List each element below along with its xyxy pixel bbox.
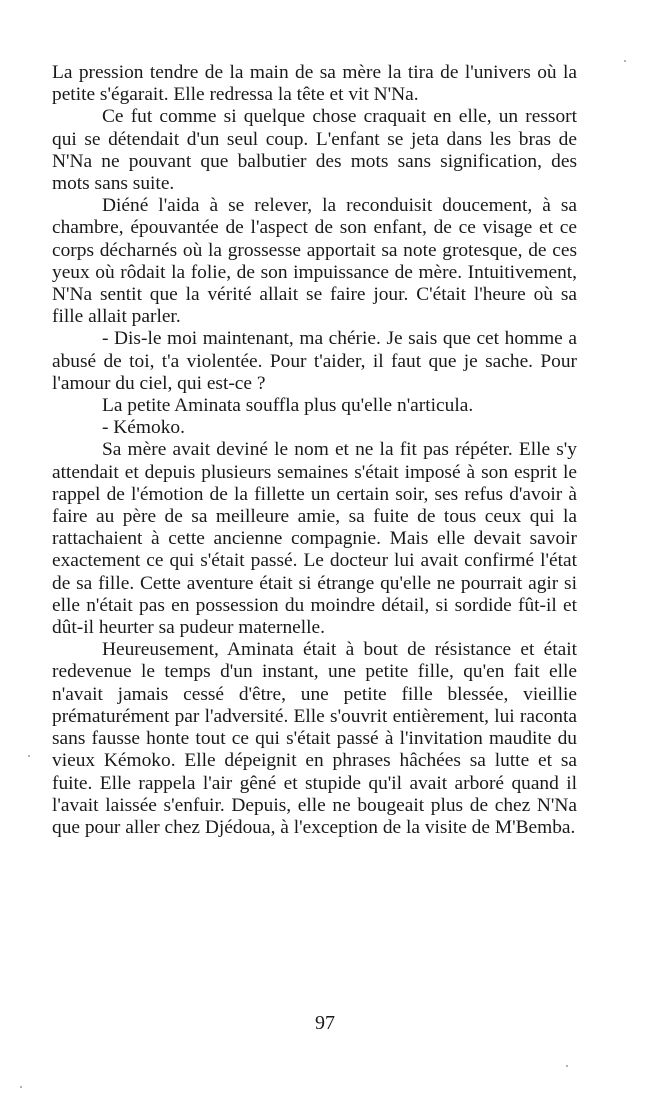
paragraph-8: Heureusement, Aminata était à bout de résistance et était redevenue le temps d'un instant, une petite fille, qu'en fait elle n'avait jamais cessé d'être, une petite fille blessée, vieillie prématurément par l'adversité. Elle s'ouvrit entièrement, lui raconta sans fausse honte tout ce qui s'était passé à l'invitation maudite du vieux Kémoko. Elle dépeignit en phrases hâchées sa lutte et sa fuite. Elle rappela l'air gêné et stupide qu'il avait arboré quand il l'avait laissée s'enfuir. Depuis, elle ne bougeait plus de chez N'Na que pour aller chez Djédoua, à l'exception de la visite de M'Bemba. <box>52 639 577 838</box>
scan-speck <box>624 60 626 62</box>
paragraph-1: La pression tendre de la main de sa mère la tira de l'univers où la petite s'égarait. Elle redressa la tête et vit N'Na. <box>52 62 577 106</box>
paragraph-4-dialogue: - Dis-le moi maintenant, ma chérie. Je sais que cet homme a abusé de toi, t'a violentée. Pour t'aider, il faut que je sache. Pour l'amour du ciel, qui est-ce ? <box>52 328 577 394</box>
text-body <box>52 62 577 839</box>
paragraph-6-dialogue: - Kémoko. <box>102 417 185 439</box>
scan-speck <box>566 1065 568 1067</box>
paragraph-7: Sa mère avait deviné le nom et ne la fit pas répéter. Elle s'y attendait et depuis plusieurs semaines s'était imposé à son esprit le rappel de l'émotion de la fillette un certain soir, ses refus d'avoir à faire au père de sa meilleure amie, sa fuite de tous ceux qui la rattachaient à cette ancienne compagnie. Mais elle devait savoir exactement ce qui s'était passé. Le docteur lui avait confirmé l'état de sa fille. Cette aventure était si étrange qu'elle ne pourrait agir si elle n'était pas en possession du moindre détail, si sordide fût-il et dût-il heurter sa pudeur maternelle. <box>52 439 577 639</box>
paragraph-2: Ce fut comme si quelque chose craquait en elle, un ressort qui se détendait d'un seul coup. L'enfant se jeta dans les bras de N'Na ne pouvant que balbutier des mots sans signification, des mots sans suite. <box>52 106 577 195</box>
paragraph-3: Diéné l'aida à se relever, la reconduisit doucement, à sa chambre, épouvantée de l'aspect de son enfant, de ce visage et ce corps décharnés où la grossesse apportait sa note grotesque, de ces yeux où rôdait la folie, de son impuissance de mère. Intuitivement, N'Na sentit que la vérité allait se faire jour. C'était l'heure où sa fille allait parler. <box>52 195 577 328</box>
page-content <box>52 62 577 839</box>
scan-speck <box>20 1086 22 1088</box>
scan-speck <box>28 755 30 757</box>
page-number: 97 <box>315 1012 335 1034</box>
paragraph-5: La petite Aminata souffla plus qu'elle n'articula. <box>102 395 474 417</box>
